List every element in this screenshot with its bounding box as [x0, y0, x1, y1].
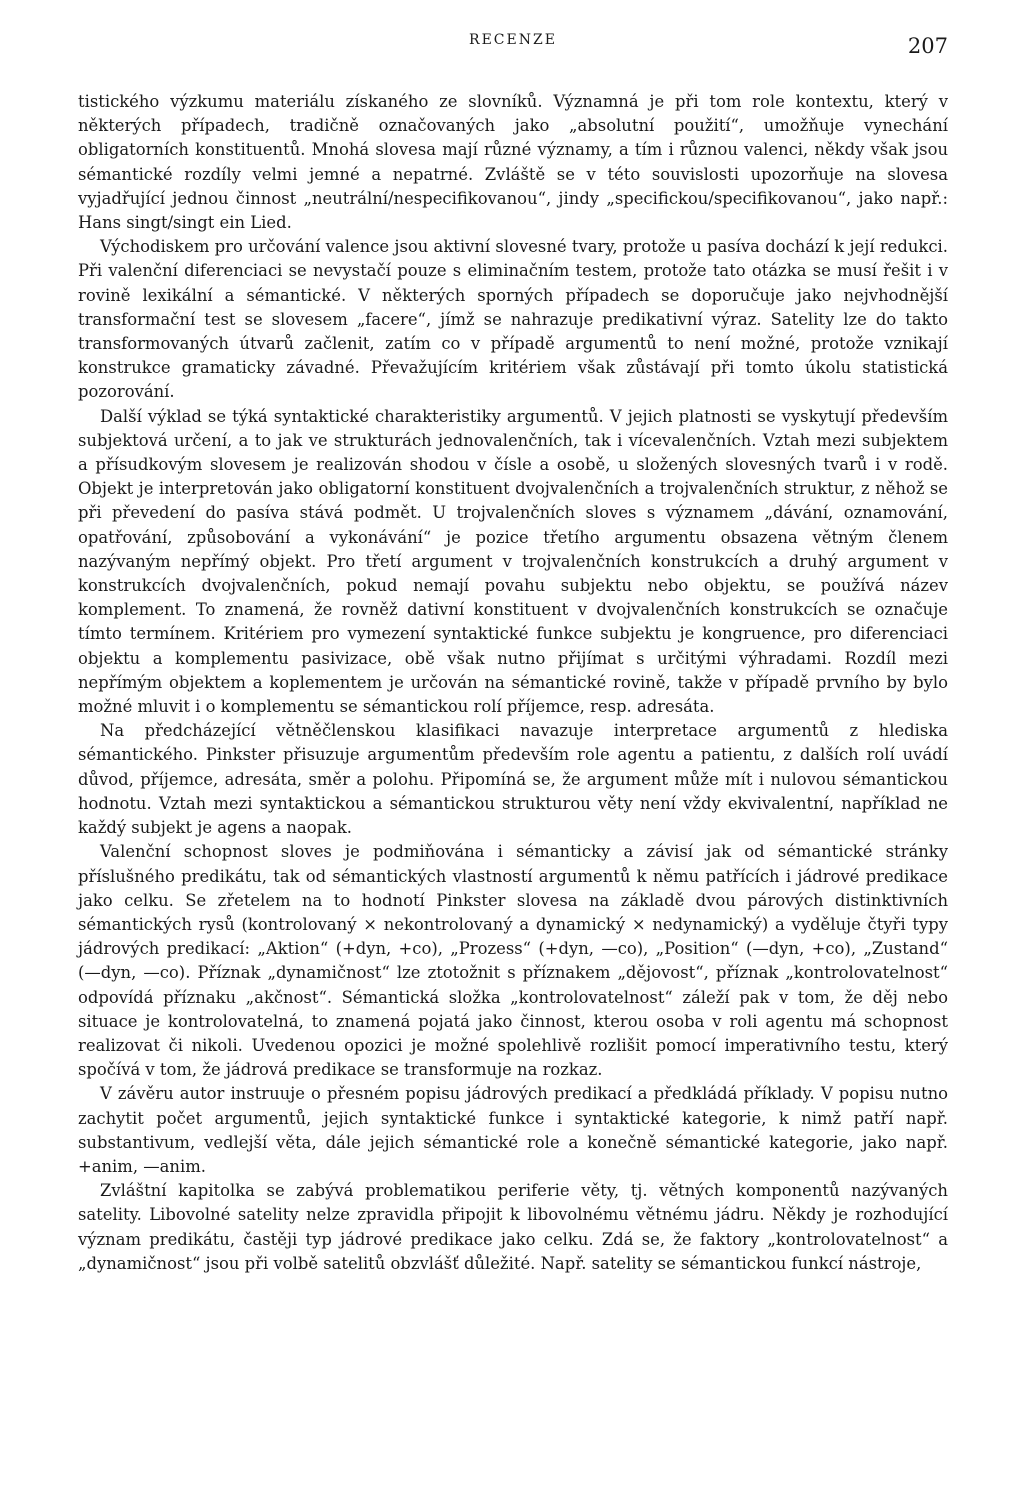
body-text	[78, 90, 948, 1276]
paragraph-continued: tistického výzkumu materiálu získaného ze slovníků. Významná je při tom role kontextu, který v některých případech, tradičně označovaných jako „absolutní použití“, umožňuje vynechání obligatorních konstituentů. Mnohá slovesa mají různé významy, a tím i různou valenci, někdy však jsou sémantické rozdíly velmi jemné a nepatrné. Zvláště se v této souvislosti upozorňuje na slovesa vyjadřující jednou činnost „neutrální/nespecifikovanou“, jindy „specifickou/specifikovanou“, jako např.: Hans singt/singt ein Lied.	[78, 92, 948, 233]
paragraph: Zvláštní kapitolka se zabývá problematikou periferie věty, tj. větných komponentů nazývaných satelity. Libovolné satelity nelze zpravidla připojit k libovolnému větnému jádru. Někdy je rozhodující význam predikátu, častěji typ jádrové predikace jako celku. Zdá se, že faktory „kontrolovatelnost“ a „dynamičnost“ jsou při volbě satelitů obzvlášť důležité. Např. satelity se sémantickou funkcí nástroje,	[78, 1181, 948, 1273]
paragraph: Východiskem pro určování valence jsou aktivní slovesné tvary, protože u pasíva dochází k její redukci. Při valenční diferenciaci se nevystačí pouze s eliminačním testem, protože tato otázka se musí řešit i v rovině lexikální a sémantické. V některých sporných případech se doporučuje jako nejvhodnější transformační test se slovesem „facere“, jímž se nahrazuje predikativní výraz. Satelity lze do takto transformovaných útvarů začlenit, zatím co v případě argumentů to není možné, protože vznikají konstrukce gramaticky závadné. Převažujícím kritériem však zůstávají při tomto úkolu statistická pozorování.	[78, 237, 948, 402]
running-title: RECENZE	[469, 32, 557, 48]
document-page	[78, 32, 948, 1472]
running-header	[78, 32, 948, 76]
paragraph: Valenční schopnost sloves je podmiňována i sémanticky a závisí jak od sémantické stránky příslušného predikátu, tak od sémantických vlastností argumentů k němu patřících i jádrové predikace jako celku. Se zřetelem na to hodnotí Pinkster slovesa na základě dvou párových distinktivních sémantických rysů (kontrolovaný × nekontrolovaný a dynamický × nedynamický) a vyděluje čtyři typy jádrových predikací: „Aktion“ (+dyn, +co), „Prozess“ (+dyn, —co), „Position“ (—dyn, +co), „Zustand“ (—dyn, —co). Příznak „dynamičnost“ lze ztotožnit s příznakem „dějovost“, příznak „kontrolovatelnost“ odpovídá příznaku „akčnost“. Sémantická složka „kontrolovatelnost“ záleží pak v tom, že děj nebo situace je kontrolovatelná, to znamená pojatá jako činnost, kterou osoba v roli agentu má schopnost realizovat či nikoli. Uvedenou opozici je možné spolehlivě rozlišit pomocí imperativního testu, který spočívá v tom, že jádrová predikace se transformuje na rozkaz.	[78, 842, 948, 1080]
paragraph: Na předcházející větněčlenskou klasifikaci navazuje interpretace argumentů z hlediska sémantického. Pinkster přisuzuje argumentům především role agentu a patientu, z dalších rolí uvádí důvod, příjemce, adresáta, směr a polohu. Připomíná se, že argument může mít i nulovou sémantickou hodnotu. Vztah mezi syntaktickou a sémantickou strukturou věty není vždy ekvivalentní, například ne každý subjekt je agens a naopak.	[78, 721, 948, 838]
page-number: 207	[907, 34, 948, 58]
paragraph: V závěru autor instruuje o přesném popisu jádrových predikací a předkládá příklady. V popisu nutno zachytit počet argumentů, jejich syntaktické funkce i syntaktické kategorie, k nimž patří např. substantivum, vedlejší věta, dále jejich sémantické role a konečně sémantické kategorie, jako např. +anim, —anim.	[78, 1084, 948, 1176]
paragraph: Další výklad se týká syntaktické charakteristiky argumentů. V jejich platnosti se vyskytují především subjektová určení, a to jak ve strukturách jednovalenčních, tak i vícevalenčních. Vztah mezi subjektem a přísudkovým slovesem je realizován shodou v čísle a osobě, u složených slovesných tvarů i v rodě. Objekt je interpretován jako obligatorní konstituent dvojvalenčních a trojvalenčních struktur, z něhož se při převedení do pasíva stává podmět. U trojvalenčních sloves s významem „dávání, oznamování, opatřování, způsobování a vykonávání“ je pozice třetího argumentu obsazena větným členem nazývaným nepřímý objekt. Pro třetí argument v trojvalenčních konstrukcích a druhý argument v konstrukcích dvojvalenčních, pokud nemají povahu subjektu nebo objektu, se používá název komplement. To znamená, že rovněž dativní konstituent v dvojvalenčních konstrukcích se označuje tímto termínem. Kritériem pro vymezení syntaktické funkce subjektu je kongruence, pro diferenciaci objektu a komplementu pasivizace, obě však nutno přijímat s určitými výhradami. Rozdíl mezi nepřímým objektem a koplementem je určován na sémantické rovině, takže v případě prvního by bylo možné mluvit i o komplementu se sémantickou rolí příjemce, resp. adresáta.	[78, 406, 948, 717]
